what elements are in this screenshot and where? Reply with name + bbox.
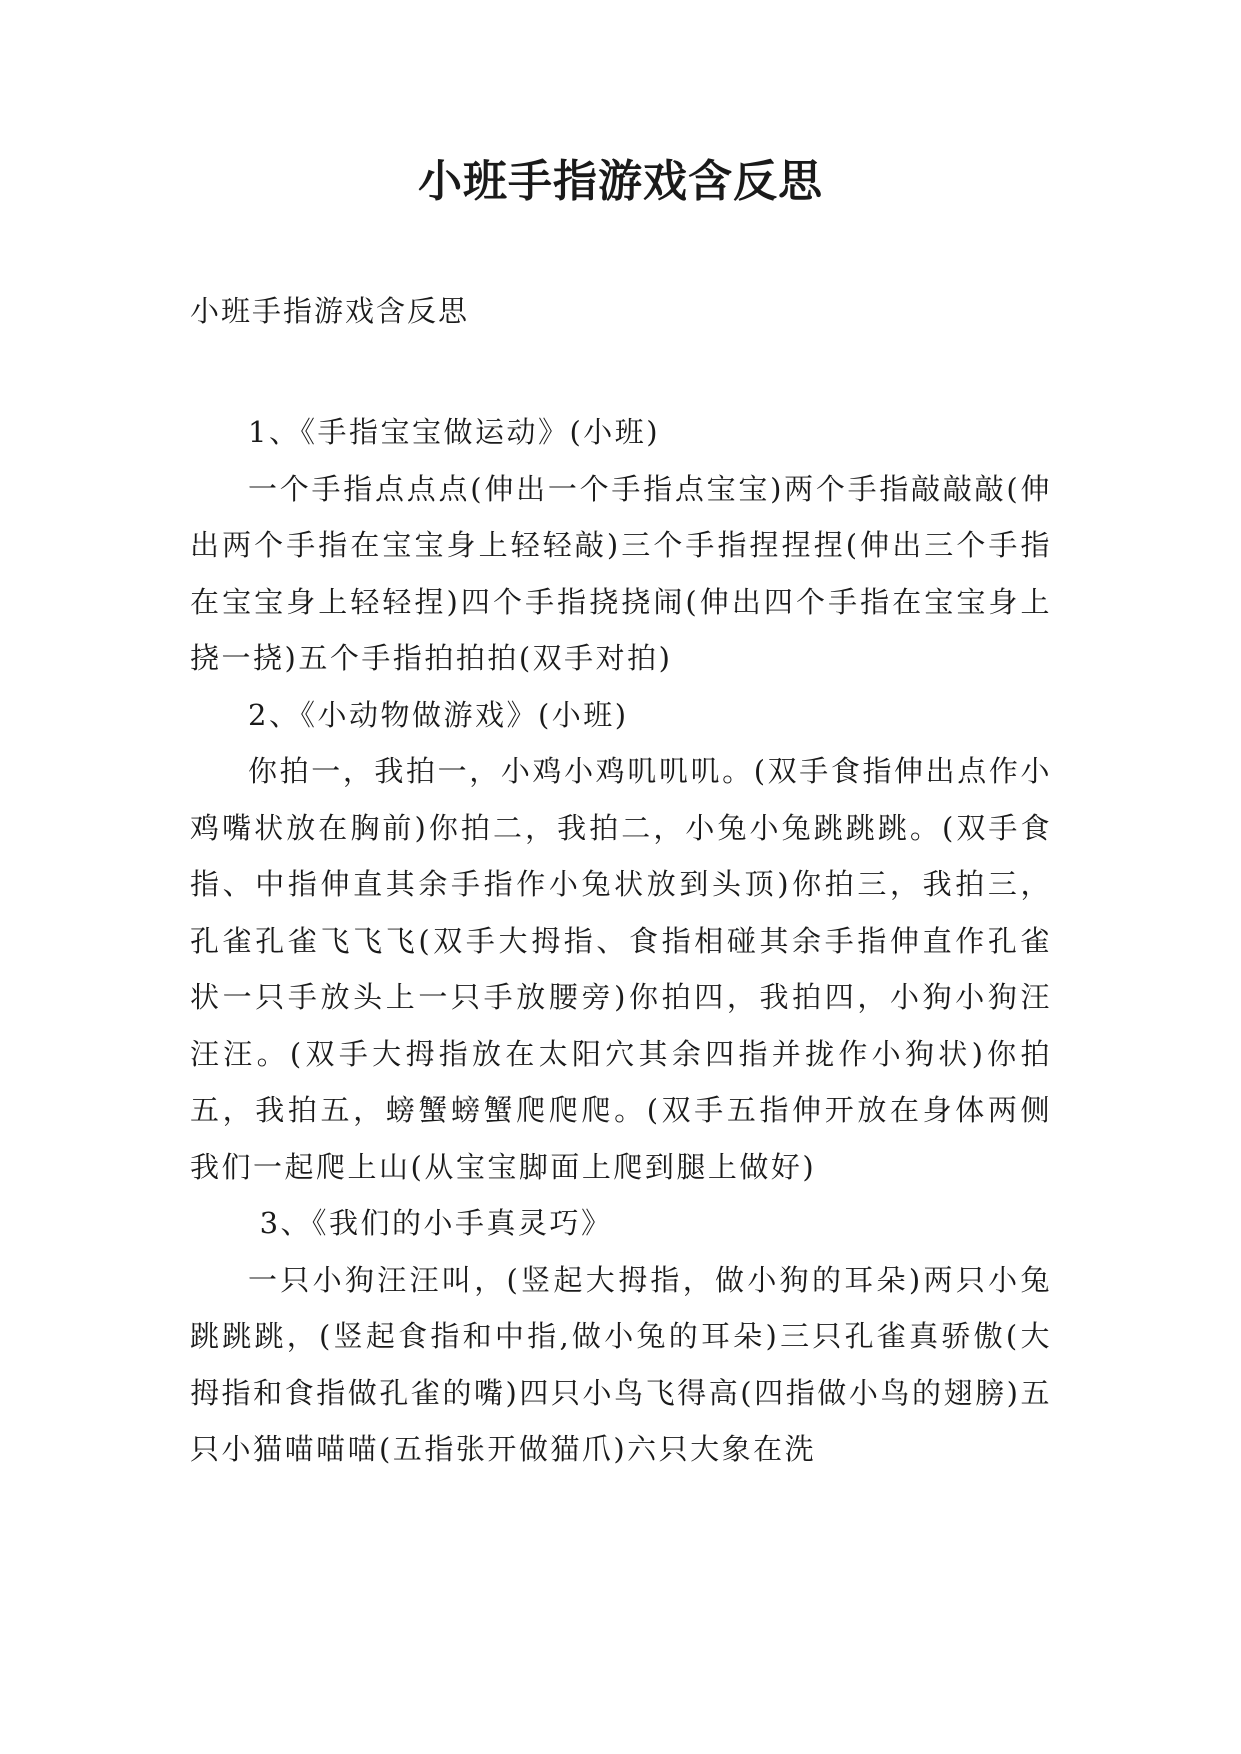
section-text-1: 一个手指点点点(伸出一个手指点宝宝)两个手指敲敲敲(伸出两个手指在宝宝身上轻轻敲)三个手指捏捏捏(伸出三个手指在宝宝身上轻轻捏)四个手指挠挠闹(伸出四个手指在宝宝身上挠一挠)五个手指拍拍拍(双手对拍) [190,471,1052,675]
document-body [190,404,1052,1478]
document-title: 小班手指游戏含反思 [418,156,823,207]
section-text-2: 你拍一，我拍一，小鸡小鸡叽叽叽。(双手食指伸出点作小鸡嘴状放在胸前)你拍二，我拍二，小兔小兔跳跳跳。(双手食指、中指伸直其余手指作小兔状放到头顶)你拍三，我拍三，孔雀孔雀飞飞飞(双手大拇指、食指相碰其余手指伸直作孔雀状一只手放头上一只手放腰旁)你拍四，我拍四，小狗小狗汪汪汪。(双手大拇指放在太阳穴其余四指并拢作小狗状)你拍五，我拍五，螃蟹螃蟹爬爬爬。(双手五指伸开放在身体两侧我们一起爬上山(从宝宝脚面上爬到腿上做好) [190,754,1052,1184]
section-heading-3: 3、《我们的小手真灵巧》 [259,1206,613,1240]
section-heading-1: 1、《手指宝宝做运动》(小班) [248,415,661,449]
section-heading-2: 2、《小动物做游戏》(小班) [248,697,629,732]
document-subtitle: 小班手指游戏含反思 [190,294,470,328]
section-text-3: 一只小狗汪汪叫，(竖起大拇指，做小狗的耳朵)两只小兔跳跳跳，(竖起食指和中指,做小兔的耳朵)三只孔雀真骄傲(大拇指和食指做孔雀的嘴)四只小鸟飞得高(四指做小鸟的翅膀)五只小猫喵喵喵(五指张开做猫爪)六只大象在洗 [190,1262,1052,1466]
